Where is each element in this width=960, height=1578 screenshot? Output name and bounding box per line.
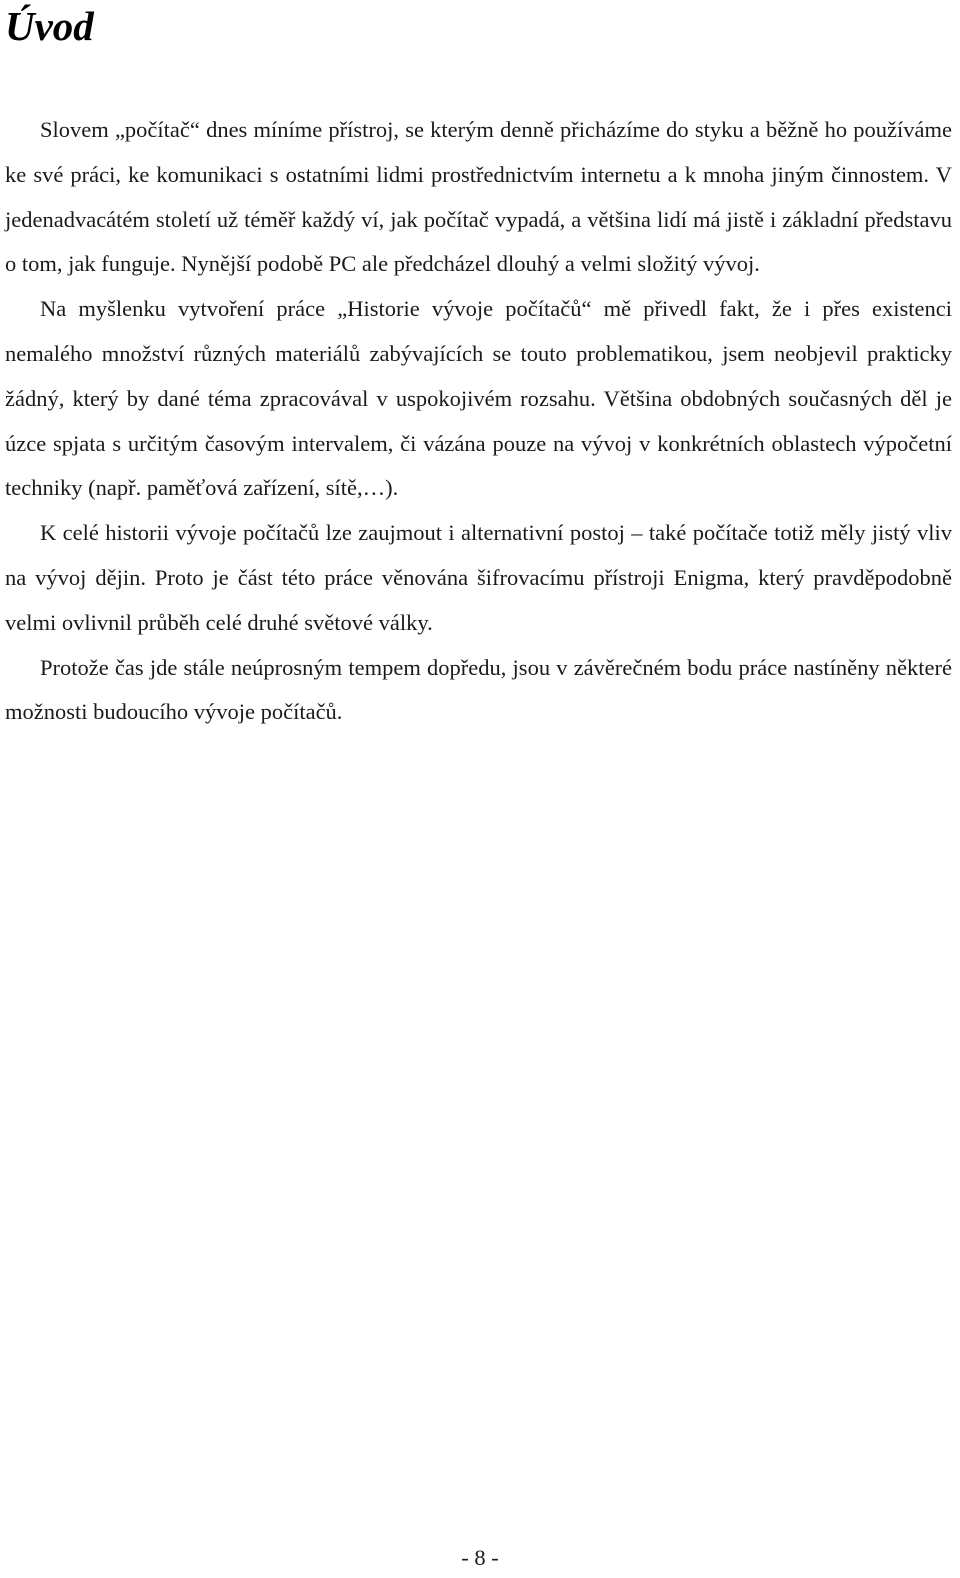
body-text xyxy=(5,108,952,735)
page-number: - 8 - xyxy=(461,1545,499,1570)
section-heading: Úvod xyxy=(5,3,94,49)
paragraph-motivation: Na myšlenku vytvoření práce „Historie vývoje počítačů“ mě přivedl fakt, že i přes existenci nemalého množství různých materiálů zabývajících se touto problematikou, jsem neobjevil prakticky žádný, který by dané téma zpracovával v uspokojivém rozsahu. Většina obdobných současných děl je úzce spjata s určitým časovým intervalem, či vázána pouze na vývoj v konkrétních oblastech výpočetní techniky (např. paměťová zařízení, sítě,…). xyxy=(5,296,952,501)
paragraph-future: Protože čas jde stále neúprosným tempem dopředu, jsou v závěrečném bodu práce nastíněny některé možnosti budoucího vývoje počítačů. xyxy=(5,654,952,725)
paragraph-enigma: K celé historii vývoje počítačů lze zaujmout i alternativní postoj – také počítače totiž měly jistý vliv na vývoj dějin. Proto je část této práce věnována šifrovacímu přístroji Enigma, který pravděpodobně velmi ovlivnil průběh celé druhé světové války. xyxy=(5,520,952,635)
paragraph-intro: Slovem „počítač“ dnes míníme přístroj, se kterým denně přicházíme do styku a běžně ho používáme ke své práci, ke komunikaci s ostatními lidmi prostřednictvím internetu a k mnoha jiným činnostem. V jedenadvacátém století už téměř každý ví, jak počítač vypadá, a většina lidí má jistě i základní představu o tom, jak funguje. Nynější podobě PC ale předcházel dlouhý a velmi složitý vývoj. xyxy=(5,117,952,277)
